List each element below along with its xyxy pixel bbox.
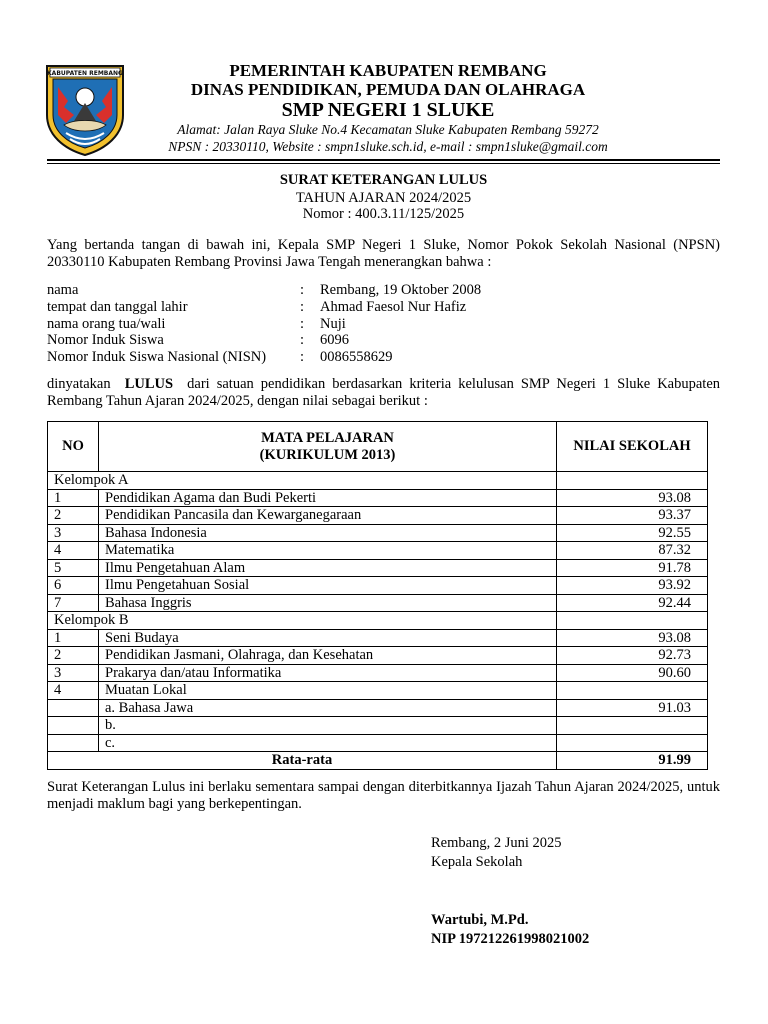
score-cell [557,612,708,630]
header-department: DINAS PENDIDIKAN, PEMUDA DAN OLAHRAGA [190,80,586,99]
row-number [48,734,99,752]
header-no: NO [48,422,99,472]
subject-name: b. [99,717,557,735]
score-value: 93.37 [557,507,708,525]
identity-value: 0086558629 [320,349,393,365]
subject-name: Bahasa Indonesia [99,524,557,542]
header-divider-thick [47,159,720,161]
score-value [557,717,708,735]
table-row [48,594,708,612]
score-value: 90.60 [557,664,708,682]
table-row [48,734,708,752]
identity-colon: : [300,349,305,365]
signature-nip: NIP 197212261998021002 [431,931,590,947]
table-row [48,507,708,525]
declaration-after: dari satuan pendidikan berdasarkan kriteria kelulusan SMP Negeri 1 Sluke Kabupaten Rembang Tahun Ajaran 2024/2025, dengan nilai sebagai berikut : [47,376,721,409]
group-a-label: Kelompok A [48,472,557,490]
header-subject-line2: (KURIKULUM 2013) [259,446,396,463]
group-b-label: Kelompok B [48,612,557,630]
table-row [48,699,708,717]
closing-paragraph: Surat Keterangan Lulus ini berlaku sementara sampai dengan diterbitkannya Ijazah Tahun Ajaran 2024/2025, untuk menjadi maklum bagi yang berkepentingan. [47,779,720,812]
document-academic-year: TAHUN AJARAN 2024/2025 [295,190,472,206]
score-value: 93.92 [557,577,708,595]
identity-colon: : [300,299,305,315]
row-number: 6 [48,577,99,595]
identity-label: Nomor Induk Siswa [47,332,164,348]
table-row [48,717,708,735]
row-number [48,699,99,717]
identity-colon: : [300,332,305,348]
identity-label: tempat dan tanggal lahir [47,299,188,315]
header-score: NILAI SEKOLAH [557,422,708,472]
row-number: 2 [48,647,99,665]
graduation-status: LULUS [124,376,174,392]
header-subject-line1: MATA PELAJARAN [261,429,394,446]
header-subject [99,422,557,472]
table-row [48,577,708,595]
identity-row [47,332,720,349]
row-number: 3 [48,664,99,682]
signature-role: Kepala Sekolah [431,854,523,870]
identity-label: nama [47,282,79,298]
table-row [48,559,708,577]
subject-name: c. [99,734,557,752]
identity-row [47,282,720,299]
score-value: 91.03 [557,699,708,717]
table-row [48,664,708,682]
average-label: Rata-rata [48,752,557,770]
document-number: Nomor : 400.3.11/125/2025 [302,206,465,222]
table-row [48,682,708,700]
average-value: 91.99 [557,752,708,770]
header-divider-thin [47,163,720,164]
subject-name: Prakarya dan/atau Informatika [99,664,557,682]
header-contact: NPSN : 20330110, Website : smpn1sluke.sch.id, e-mail : smpn1sluke@gmail.com [168,139,608,154]
declaration-paragraph [47,376,720,410]
identity-label: nama orang tua/wali [47,316,166,332]
subject-name: Matematika [99,542,557,560]
grades-body [48,472,708,770]
table-row [48,489,708,507]
signature-place-date: Rembang, 2 Juni 2025 [431,835,562,851]
subject-name: Pendidikan Agama dan Budi Pekerti [99,489,557,507]
identity-value: Rembang, 19 Oktober 2008 [320,282,482,298]
table-header-row [48,422,708,472]
row-number: 7 [48,594,99,612]
identity-label: Nomor Induk Siswa Nasional (NISN) [47,349,267,365]
row-number: 2 [48,507,99,525]
row-number: 4 [48,542,99,560]
score-value: 92.44 [557,594,708,612]
identity-value: Nuji [320,316,346,332]
identity-colon: : [300,282,305,298]
subject-name: Ilmu Pengetahuan Sosial [99,577,557,595]
subject-name: a. Bahasa Jawa [99,699,557,717]
table-row [48,629,708,647]
score-value: 93.08 [557,629,708,647]
grades-table [47,421,708,770]
score-value: 93.08 [557,489,708,507]
header-government: PEMERINTAH KABUPATEN REMBANG [229,61,547,80]
row-number: 1 [48,629,99,647]
score-value: 92.73 [557,647,708,665]
score-value [557,734,708,752]
logo-text: KABUPATEN REMBANG [47,70,123,77]
row-number [48,717,99,735]
subject-name: Seni Budaya [99,629,557,647]
group-row [48,612,708,630]
score-cell [557,472,708,490]
row-number: 5 [48,559,99,577]
score-value [557,682,708,700]
score-value: 92.55 [557,524,708,542]
subject-name: Bahasa Inggris [99,594,557,612]
row-number: 4 [48,682,99,700]
identity-value: Ahmad Faesol Nur Hafiz [320,299,467,315]
table-row [48,647,708,665]
subject-name: Ilmu Pengetahuan Alam [99,559,557,577]
identity-row [47,349,720,366]
score-value: 91.78 [557,559,708,577]
header-school-name: SMP NEGERI 1 SLUKE [281,99,495,121]
identity-value: 6096 [320,332,349,348]
identity-colon: : [300,316,305,332]
signature-name: Wartubi, M.Pd. [431,912,529,928]
table-row [48,542,708,560]
identity-row [47,316,720,333]
subject-name: Pendidikan Jasmani, Olahraga, dan Kesehatan [99,647,557,665]
score-value: 87.32 [557,542,708,560]
document-title: SURAT KETERANGAN LULUS [279,172,488,188]
group-row [48,472,708,490]
average-row [48,752,708,770]
subject-name: Pendidikan Pancasila dan Kewarganegaraan [99,507,557,525]
regency-emblem-logo [44,63,126,157]
table-row [48,524,708,542]
intro-paragraph: Yang bertanda tangan di bawah ini, Kepala SMP Negeri 1 Sluke, Nomor Pokok Sekolah Nasional (NPSN) 20330110 Kabupaten Rembang Provinsi Jawa Tengah menerangkan bahwa : [47,237,720,270]
header-address: Alamat: Jalan Raya Sluke No.4 Kecamatan Sluke Kabupaten Rembang 59272 [177,122,599,137]
row-number: 1 [48,489,99,507]
row-number: 3 [48,524,99,542]
subject-name: Muatan Lokal [99,682,557,700]
identity-row [47,299,720,316]
declaration-before: dinyatakan [47,376,111,392]
